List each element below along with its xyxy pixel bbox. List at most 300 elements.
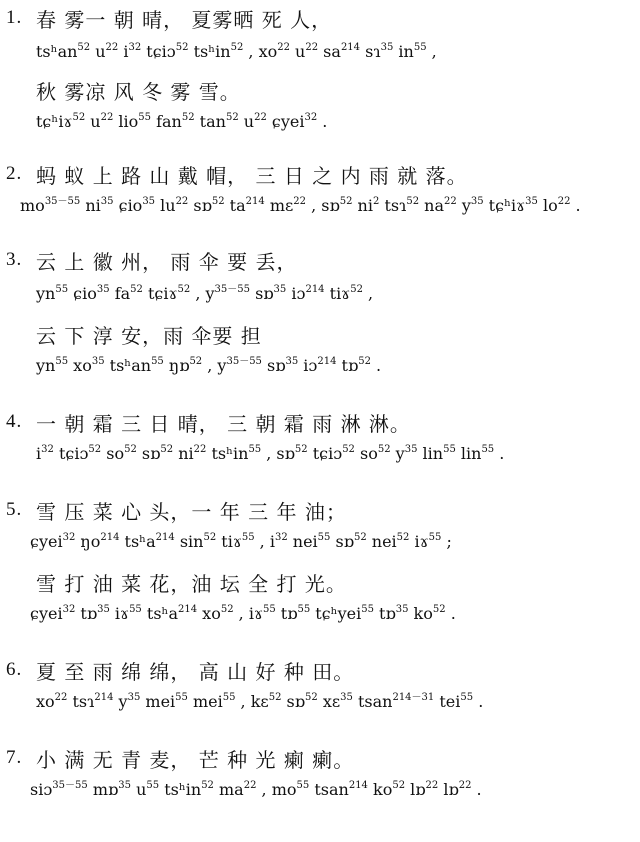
ipa-syllable: [36, 42, 90, 61]
ipa-line: [36, 112, 327, 131]
ipa-syllable-text: u: [238, 112, 255, 131]
tone-number: 52: [230, 42, 244, 53]
tone-number: 32: [62, 604, 76, 615]
ipa-syllable-text: sɒ: [136, 444, 161, 463]
ipa-syllable-text: .: [494, 444, 505, 463]
ipa-syllable-text: tiɤ: [216, 532, 242, 551]
ipa-syllable-text: sɒ: [281, 692, 305, 711]
tone-number: 55: [151, 356, 164, 367]
ipa-syllable-text: .: [471, 780, 482, 799]
ipa-syllable-text: tɒ: [336, 356, 359, 375]
ipa-syllable: [391, 444, 418, 463]
tone-number: 35: [100, 196, 114, 207]
ipa-syllable: [214, 780, 257, 799]
ipa-syllable: [256, 780, 309, 799]
ipa-syllable: [408, 604, 445, 623]
tone-number: 22: [277, 42, 290, 53]
tone-number: 52: [339, 196, 353, 207]
tone-number: 55: [129, 604, 142, 615]
ipa-syllable: [101, 444, 137, 463]
ipa-syllable: [441, 532, 451, 551]
hanzi-line: 秋 雾凉 风 冬 雾 雪。: [36, 80, 241, 104]
ipa-syllable: [143, 284, 190, 303]
ipa-syllable-text: ta: [224, 196, 246, 215]
ipa-syllable: [36, 112, 85, 131]
ipa-syllable-text: ko: [367, 780, 393, 799]
ipa-syllable: [206, 444, 261, 463]
ipa-syllable-text: ŋɒ: [163, 356, 190, 375]
tone-number: 32: [304, 112, 318, 123]
ipa-syllable-text: iɔ: [298, 356, 318, 375]
tone-number: 55: [55, 356, 69, 367]
ipa-syllable-text: nei: [366, 532, 397, 551]
ipa-syllable-text: lio: [113, 112, 139, 131]
ipa-syllable-text: tsʰa: [141, 604, 178, 623]
ipa-syllable-text: tiɤ: [324, 284, 351, 303]
tone-number: 52: [177, 284, 191, 295]
ipa-syllable: [239, 112, 267, 131]
entry-number: 5.: [6, 499, 23, 520]
ipa-syllable-text: sa: [318, 42, 341, 61]
ipa-syllable-text: tsɿ: [67, 692, 95, 711]
ipa-syllable-text: yn: [36, 356, 56, 375]
ipa-syllable-text: , y: [190, 284, 215, 303]
ipa-syllable-text: , xo: [243, 42, 278, 61]
ipa-syllable: [30, 780, 88, 799]
ipa-syllable: [30, 604, 75, 623]
ipa-syllable: [471, 780, 481, 799]
ipa-syllable: [290, 42, 318, 61]
ipa-syllable-text: , sɒ: [306, 196, 340, 215]
ipa-syllable-text: tɒ: [75, 604, 98, 623]
ipa-syllable: [140, 692, 188, 711]
tone-number: 52: [392, 780, 406, 791]
tone-number: 32: [41, 444, 54, 455]
tone-number: 35－55: [52, 780, 88, 791]
tone-number: 214: [317, 356, 337, 367]
ipa-syllable-text: .: [570, 196, 581, 215]
ipa-syllable-text: yn: [36, 284, 56, 303]
tone-number: 55: [481, 444, 495, 455]
ipa-syllable-text: tan: [194, 112, 226, 131]
ipa-syllable-text: na: [419, 196, 444, 215]
ipa-syllable-text: siɔ: [30, 780, 53, 799]
ipa-syllable: [374, 604, 409, 623]
tone-number: 22: [557, 196, 571, 207]
ipa-syllable: [137, 444, 173, 463]
tone-number: 55: [262, 604, 276, 615]
tone-number: 52: [358, 356, 371, 367]
tone-number: 52: [432, 604, 446, 615]
ipa-syllable: [276, 604, 311, 623]
ipa-syllable: [105, 356, 164, 375]
ipa-syllable: [309, 780, 368, 799]
ipa-syllable: [306, 196, 352, 215]
ipa-syllable-text: .: [445, 604, 456, 623]
ipa-syllable: [286, 284, 324, 303]
ipa-syllable-text: u: [90, 42, 106, 61]
ipa-syllable-text: sɒ: [261, 356, 286, 375]
ipa-syllable: [75, 604, 110, 623]
ipa-syllable: [216, 532, 254, 551]
ipa-syllable-text: u: [85, 112, 101, 131]
ipa-syllable: [131, 780, 159, 799]
tone-number: 35: [273, 284, 287, 295]
ipa-syllable: [405, 780, 438, 799]
entry-number: 2.: [6, 163, 23, 184]
ipa-syllable-text: u: [130, 780, 147, 799]
hanzi-line: 小 满 无 青 麦， 芒 种 光 瘌 瘌。: [36, 748, 355, 772]
ipa-syllable: [36, 284, 68, 303]
hanzi-line: 云 下 淳 安，雨 伞要 担: [36, 324, 262, 348]
ipa-syllable: [288, 532, 331, 551]
tone-number: 35: [97, 604, 110, 615]
ipa-syllable-text: , kɛ: [235, 692, 269, 711]
ipa-syllable-text: lin: [455, 444, 482, 463]
ipa-syllable-text: ;: [441, 532, 452, 551]
ipa-syllable: [265, 196, 306, 215]
tone-number: 52: [72, 112, 86, 123]
hanzi-line: 蚂 蚁 上 路 山 戴 帽， 三 日 之 内 雨 就 落。: [36, 164, 468, 188]
tone-number: 35－55: [226, 356, 262, 367]
ipa-syllable: [118, 42, 141, 61]
tone-number: 35－55: [44, 196, 81, 207]
tone-number: 2: [372, 196, 380, 207]
ipa-syllable-text: .: [370, 356, 382, 375]
ipa-syllable-text: ko: [408, 604, 433, 623]
ipa-syllable: [30, 532, 75, 551]
ipa-syllable-text: , mo: [256, 780, 297, 799]
tone-number: 52: [406, 196, 420, 207]
tone-number: 22: [54, 692, 68, 703]
tone-number: 52: [353, 532, 367, 543]
ipa-line: [36, 284, 373, 303]
ipa-syllable-text: nei: [287, 532, 318, 551]
tone-number: 55: [297, 604, 311, 615]
tone-number: 35: [96, 284, 110, 295]
tone-number: 52: [350, 284, 363, 295]
tone-number: 52: [160, 444, 174, 455]
ipa-syllable-text: y: [113, 692, 128, 711]
ipa-syllable-text: in: [393, 42, 414, 61]
ipa-syllable: [197, 604, 233, 623]
ipa-syllable: [88, 780, 131, 799]
tone-number: 55: [443, 444, 456, 455]
tone-number: 32: [128, 42, 142, 53]
ipa-syllable: [355, 444, 391, 463]
tone-number: 55: [460, 692, 474, 703]
tone-number: 35: [118, 780, 131, 791]
ipa-syllable: [114, 196, 156, 215]
ipa-syllable-text: sɿ: [360, 42, 381, 61]
ipa-syllable: [141, 42, 188, 61]
ipa-syllable: [363, 284, 373, 303]
ipa-syllable-text: i: [36, 444, 42, 463]
ipa-syllable: [164, 356, 202, 375]
ipa-syllable-text: ma: [213, 780, 244, 799]
ipa-syllable: [336, 356, 371, 375]
ipa-syllable-text: so: [354, 444, 378, 463]
ipa-syllable: [570, 196, 580, 215]
ipa-syllable: [473, 692, 483, 711]
ipa-syllable-text: u: [289, 42, 306, 61]
tone-number: 35: [380, 42, 394, 53]
ipa-syllable: [318, 42, 360, 61]
tone-number: 55: [146, 780, 160, 791]
tone-number: 214: [100, 532, 120, 543]
ipa-syllable: [113, 112, 151, 131]
tone-number: 22: [254, 112, 267, 123]
ipa-syllable: [379, 196, 419, 215]
ipa-syllable-text: tsʰa: [119, 532, 156, 551]
ipa-syllable: [85, 112, 113, 131]
ipa-syllable: [119, 532, 174, 551]
ipa-syllable-text: tsʰin: [159, 780, 202, 799]
tone-number: 52: [203, 532, 217, 543]
ipa-syllable: [189, 42, 244, 61]
ipa-syllable-text: lu: [155, 196, 176, 215]
ipa-syllable: [54, 444, 101, 463]
ipa-syllable: [20, 196, 80, 215]
ipa-line: [36, 42, 437, 61]
tone-number: 52: [77, 42, 91, 53]
ipa-syllable-text: tɕiɤ: [142, 284, 178, 303]
tone-number: 55: [175, 692, 188, 703]
ipa-line: [36, 692, 483, 711]
ipa-syllable-text: mo: [20, 196, 45, 215]
ipa-syllable: [330, 532, 366, 551]
ipa-syllable-text: ɕyei: [266, 112, 305, 131]
ipa-syllable: [155, 196, 188, 215]
ipa-syllable: [75, 532, 119, 551]
tone-number: 55: [138, 112, 151, 123]
ipa-syllable: [353, 692, 434, 711]
ipa-syllable-text: so: [101, 444, 125, 463]
ipa-syllable: [188, 692, 236, 711]
ipa-syllable-text: lɒ: [438, 780, 459, 799]
tone-number: 35: [395, 604, 409, 615]
ipa-syllable: [234, 604, 276, 623]
ipa-syllable-text: lin: [417, 444, 444, 463]
tone-number: 52: [220, 604, 234, 615]
ipa-syllable: [419, 196, 457, 215]
ipa-syllable: [308, 444, 355, 463]
tone-number: 52: [268, 692, 282, 703]
ipa-syllable: [367, 532, 410, 551]
tone-number: 214: [340, 42, 361, 53]
ipa-line: [36, 356, 381, 375]
ipa-syllable: [368, 780, 405, 799]
ipa-syllable-text: ɕio: [113, 196, 143, 215]
ipa-syllable-text: , sɒ: [261, 444, 295, 463]
ipa-syllable-text: tɕʰyei: [310, 604, 362, 623]
ipa-syllable-text: tɕʰiɤ: [36, 112, 73, 131]
ipa-syllable: [538, 196, 571, 215]
ipa-syllable-text: , iɤ: [233, 604, 263, 623]
ipa-syllable-text: tɕiɔ: [53, 444, 89, 463]
tone-number: 214－31: [392, 692, 435, 703]
ipa-syllable: [360, 42, 393, 61]
ipa-syllable-text: ni: [173, 444, 194, 463]
tone-number: 52: [211, 196, 225, 207]
tone-number: 52: [124, 444, 137, 455]
tone-number: 214: [94, 692, 114, 703]
tone-number: 55: [222, 692, 236, 703]
ipa-syllable-text: tsan: [352, 692, 393, 711]
ipa-syllable: [243, 42, 290, 61]
tone-number: 22: [305, 42, 319, 53]
ipa-syllable: [68, 356, 104, 375]
ipa-syllable-text: xo: [197, 604, 221, 623]
hanzi-line: 雪 压 菜 心 头，一 年 三 年 油；: [36, 500, 347, 524]
ipa-line: [30, 604, 456, 623]
ipa-syllable-text: ŋo: [75, 532, 101, 551]
ipa-syllable-text: tei: [434, 692, 461, 711]
ipa-syllable-text: tsʰin: [206, 444, 249, 463]
tone-number: 32: [274, 532, 288, 543]
tone-number: 214: [348, 780, 368, 791]
tone-number: 52: [225, 112, 239, 123]
tone-number: 214: [177, 604, 198, 615]
ipa-syllable-text: lo: [537, 196, 558, 215]
tone-number: 55: [413, 42, 427, 53]
ipa-line: [20, 196, 581, 215]
ipa-syllable-text: sɒ: [188, 196, 212, 215]
ipa-syllable-text: sin: [174, 532, 204, 551]
ipa-syllable-text: y: [456, 196, 471, 215]
ipa-syllable-text: tɒ: [373, 604, 396, 623]
tone-number: 35: [142, 196, 156, 207]
ipa-syllable: [110, 284, 143, 303]
tone-number: 35: [340, 692, 353, 703]
tone-number: 52: [175, 42, 189, 53]
ipa-syllable-text: ɕio: [68, 284, 97, 303]
ipa-syllable-text: fan: [151, 112, 182, 131]
tone-number: 55: [241, 532, 255, 543]
ipa-syllable-text: , y: [202, 356, 227, 375]
tone-number: 55: [55, 284, 69, 295]
ipa-syllable-text: lɒ: [405, 780, 426, 799]
ipa-syllable-text: mei: [140, 692, 176, 711]
hanzi-line: 雪 打 油 菜 花，油 坛 全 打 光。: [36, 572, 347, 596]
entry-number: 4.: [6, 411, 23, 432]
ipa-syllable-text: xo: [36, 692, 55, 711]
ipa-syllable-text: iɔ: [286, 284, 306, 303]
ipa-syllable-text: i: [118, 42, 129, 61]
tone-number: 52: [88, 444, 102, 455]
ipa-syllable-text: ,: [362, 284, 374, 303]
tone-number: 22: [458, 780, 472, 791]
ipa-line: [30, 532, 452, 551]
ipa-syllable: [250, 284, 286, 303]
tone-number: 22: [193, 444, 207, 455]
tone-number: 22: [293, 196, 307, 207]
tone-number: 35: [404, 444, 418, 455]
tone-number: 22: [100, 112, 114, 123]
ipa-syllable: [318, 692, 353, 711]
tone-number: 52: [181, 112, 195, 123]
ipa-syllable: [255, 532, 288, 551]
tone-number: 35: [285, 356, 299, 367]
ipa-syllable: [456, 444, 494, 463]
ipa-syllable: [80, 196, 113, 215]
tone-number: 52: [130, 284, 143, 295]
tone-number: 52: [305, 692, 318, 703]
tone-number: 52: [189, 356, 203, 367]
ipa-syllable-text: mei: [187, 692, 223, 711]
ipa-syllable: [427, 42, 437, 61]
tone-number: 214: [305, 284, 325, 295]
ipa-syllable: [173, 444, 206, 463]
ipa-syllable-text: tsʰan: [36, 42, 78, 61]
ipa-syllable-text: y: [390, 444, 405, 463]
ipa-syllable: [225, 196, 265, 215]
ipa-syllable-text: sɒ: [330, 532, 354, 551]
ipa-syllable: [438, 780, 471, 799]
ipa-syllable-text: sɒ: [250, 284, 274, 303]
ipa-syllable: [267, 112, 317, 131]
ipa-syllable: [190, 284, 250, 303]
tone-number: 32: [62, 532, 76, 543]
tone-number: 35: [91, 356, 105, 367]
ipa-syllable: [325, 284, 363, 303]
ipa-syllable: [175, 532, 216, 551]
ipa-syllable: [371, 356, 381, 375]
ipa-syllable-text: ni: [352, 196, 373, 215]
ipa-syllable: [317, 112, 327, 131]
ipa-syllable: [202, 356, 262, 375]
entry-number: 6.: [6, 659, 23, 680]
ipa-syllable: [36, 356, 68, 375]
ipa-syllable: [494, 444, 504, 463]
tone-number: 55: [248, 444, 262, 455]
ipa-syllable: [36, 444, 54, 463]
ipa-syllable: [484, 196, 538, 215]
ipa-syllable-text: tɕiɔ: [307, 444, 343, 463]
tone-number: 52: [342, 444, 355, 455]
ipa-syllable-text: mɛ: [264, 196, 294, 215]
ipa-syllable-text: .: [473, 692, 484, 711]
ipa-syllable-text: xɛ: [317, 692, 341, 711]
ipa-syllable: [151, 112, 195, 131]
tone-number: 22: [175, 196, 189, 207]
ipa-syllable: [417, 444, 455, 463]
tone-number: 35: [127, 692, 141, 703]
ipa-syllable: [68, 284, 110, 303]
ipa-syllable-text: xo: [68, 356, 92, 375]
ipa-syllable-text: ni: [80, 196, 101, 215]
ipa-syllable-text: fa: [109, 284, 131, 303]
entry-number: 3.: [6, 249, 23, 270]
ipa-syllable: [90, 42, 118, 61]
tone-number: 52: [377, 444, 391, 455]
ipa-syllable: [298, 356, 336, 375]
tone-number: 22: [425, 780, 439, 791]
entry-number: 1.: [6, 7, 23, 28]
ipa-syllable: [110, 604, 142, 623]
tone-number: 55: [317, 532, 331, 543]
ipa-syllable-text: , i: [254, 532, 275, 551]
ipa-syllable: [67, 692, 113, 711]
ipa-syllable: [235, 692, 281, 711]
ipa-syllable-text: tsan: [309, 780, 349, 799]
ipa-syllable: [261, 444, 307, 463]
hanzi-line: 夏 至 雨 绵 绵， 高 山 好 种 田。: [36, 660, 355, 684]
tone-number: 35: [525, 196, 538, 207]
ipa-line: [36, 444, 504, 463]
ipa-syllable: [310, 604, 374, 623]
ipa-syllable-text: ɕyei: [30, 532, 63, 551]
